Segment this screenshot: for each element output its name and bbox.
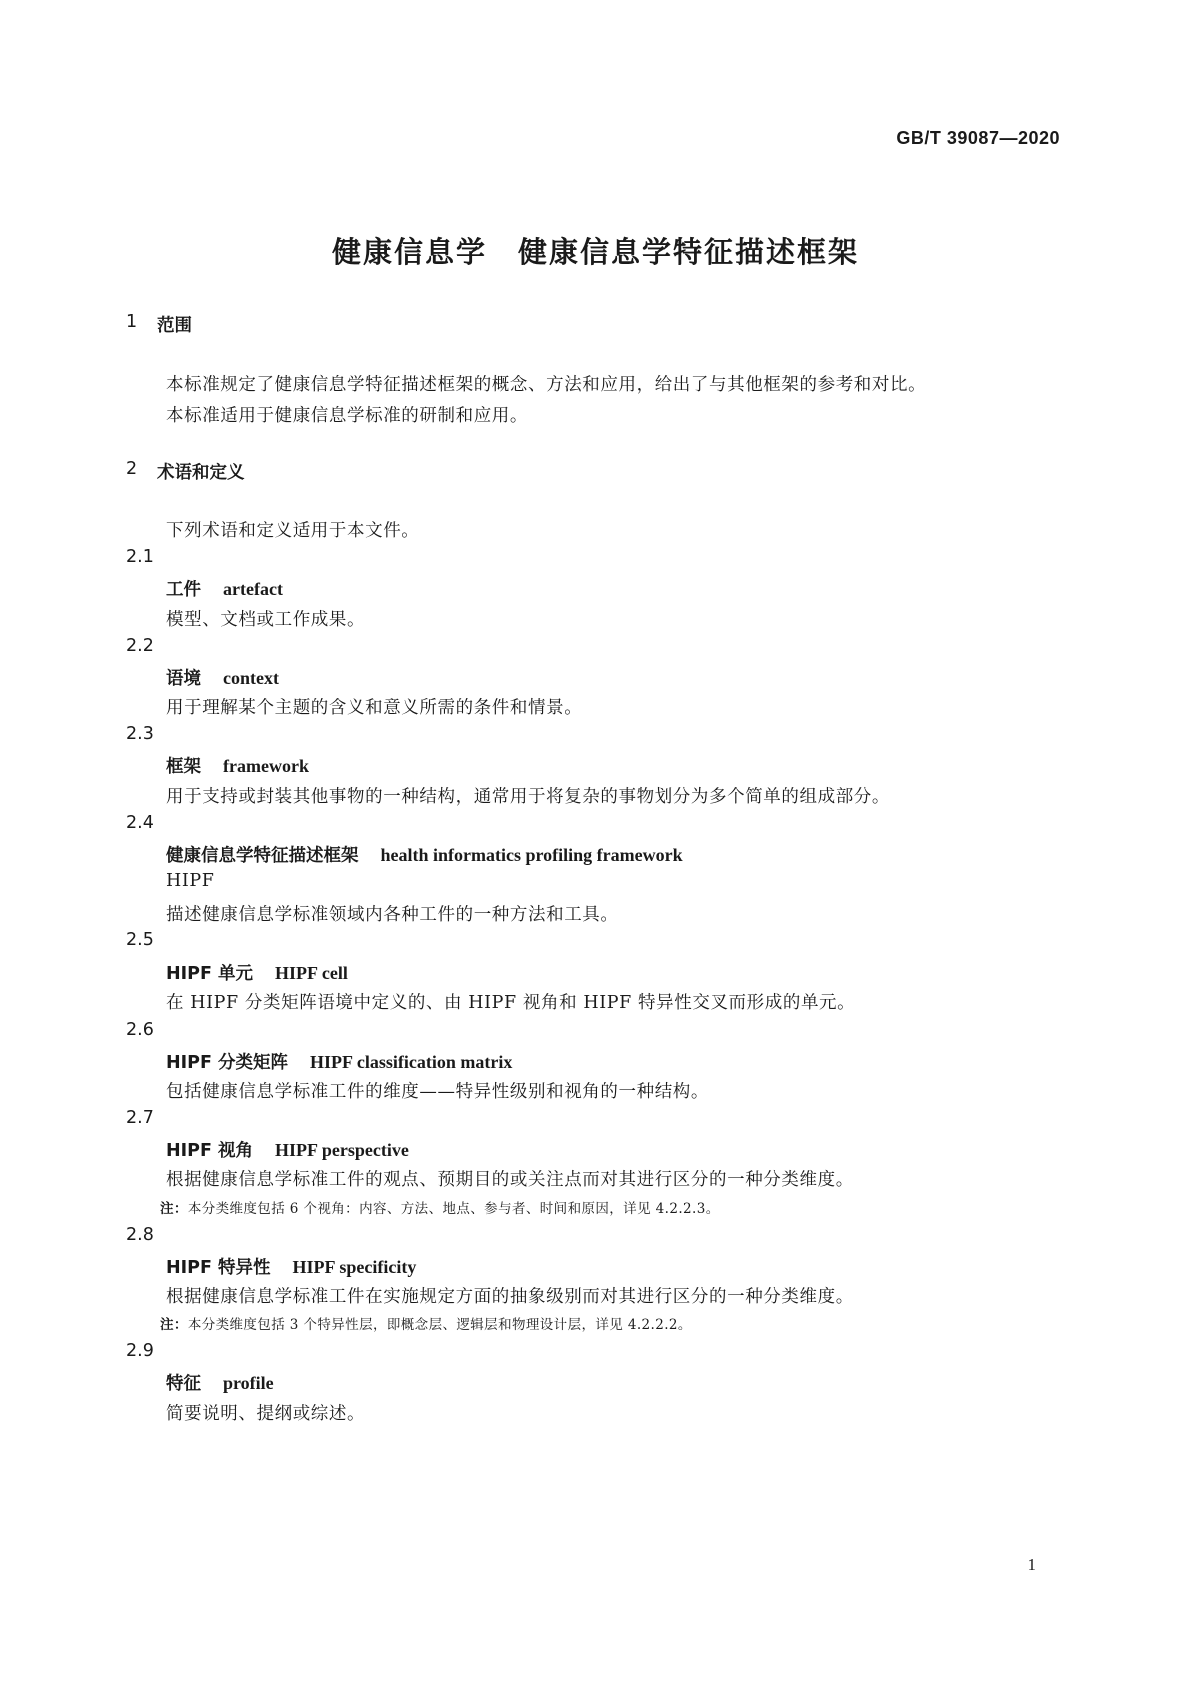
section-1-paragraph-2: 本标准适用于健康信息学标准的研制和应用。 [166,406,528,426]
term-en: HIPF classification matrix [310,1052,513,1072]
entry-2-6-number: 2.6 [126,1020,154,1040]
entry-2-3-term [166,753,309,778]
entry-2-6-term [166,1049,512,1074]
section-1-paragraph-1: 本标准规定了健康信息学特征描述框架的概念、方法和应用，给出了与其他框架的参考和对比。 [166,375,927,395]
entry-2-4-number: 2.4 [126,813,154,833]
term-zh: 工件 [166,580,201,600]
section-2-intro: 下列术语和定义适用于本文件。 [166,521,420,541]
entry-2-7-term [166,1137,409,1162]
entry-2-4-abbreviation: HIPF [166,871,215,891]
document-title: 健康信息学 健康信息学特征描述框架 [331,235,859,269]
entry-2-5-term [166,960,348,985]
entry-2-8-definition: 根据健康信息学标准工件在实施规定方面的抽象级别而对其进行区分的一种分类维度。 [166,1287,854,1307]
entry-2-9-number: 2.9 [126,1341,154,1361]
term-zh: 健康信息学特征描述框架 [166,846,359,866]
entry-2-3-definition: 用于支持或封装其他事物的一种结构，通常用于将复杂的事物划分为多个简单的组成部分。 [166,787,890,807]
term-zh: HIPF 视角 [166,1141,254,1161]
page-number: 1 [1027,1555,1036,1574]
term-zh: HIPF 单元 [166,964,254,984]
entry-2-4-definition: 描述健康信息学标准领域内各种工件的一种方法和工具。 [166,905,619,925]
entry-2-1-number: 2.1 [126,547,154,567]
term-en: HIPF perspective [275,1140,409,1160]
entry-2-2-term [166,665,279,690]
entry-2-8-note [160,1313,692,1333]
term-en: profile [223,1373,274,1393]
entry-2-5-definition: 在 HIPF 分类矩阵语境中定义的、由 HIPF 视角和 HIPF 特异性交叉而形成的单元。 [166,993,856,1013]
term-zh: HIPF 分类矩阵 [166,1053,289,1073]
standard-code: GB/T 39087—2020 [896,128,1060,148]
term-zh: 语境 [166,669,201,689]
entry-2-8-number: 2.8 [126,1225,154,1245]
note-text: 本分类维度包括 6 个视角：内容、方法、地点、参与者、时间和原因，详见 4.2.2.3。 [187,1201,720,1217]
term-en: HIPF specificity [292,1257,417,1277]
entry-2-4-term [166,842,683,867]
entry-2-2-definition: 用于理解某个主题的含义和意义所需的条件和情景。 [166,698,583,718]
entry-2-3-number: 2.3 [126,724,154,744]
section-1-heading: 范围 [157,316,192,336]
entry-2-9-term [166,1370,274,1395]
term-en: framework [223,756,309,776]
entry-2-2-number: 2.2 [126,636,154,656]
section-2-number: 2 [126,459,138,479]
term-en: health informatics profiling framework [380,845,683,865]
term-zh: 框架 [166,757,201,777]
section-1-number: 1 [126,312,138,332]
entry-2-6-definition: 包括健康信息学标准工件的维度——特异性级别和视角的一种结构。 [166,1082,709,1102]
term-en: HIPF cell [275,963,348,983]
term-zh: 特征 [166,1374,201,1394]
term-zh: HIPF 特异性 [166,1258,271,1278]
note-text: 本分类维度包括 3 个特异性层，即概念层、逻辑层和物理设计层，详见 4.2.2.2。 [187,1317,692,1333]
entry-2-8-term [166,1254,416,1279]
entry-2-7-note [160,1197,720,1217]
entry-2-7-number: 2.7 [126,1108,154,1128]
term-en: artefact [223,579,283,599]
term-en: context [223,668,279,688]
entry-2-1-definition: 模型、文档或工作成果。 [166,610,366,630]
note-label: 注： [160,1201,188,1217]
entry-2-1-term [166,576,283,601]
entry-2-9-definition: 简要说明、提纲或综述。 [166,1404,366,1424]
note-label: 注： [160,1317,188,1333]
entry-2-5-number: 2.5 [126,930,154,950]
section-2-heading: 术语和定义 [157,463,245,483]
entry-2-7-definition: 根据健康信息学标准工件的观点、预期目的或关注点而对其进行区分的一种分类维度。 [166,1170,854,1190]
